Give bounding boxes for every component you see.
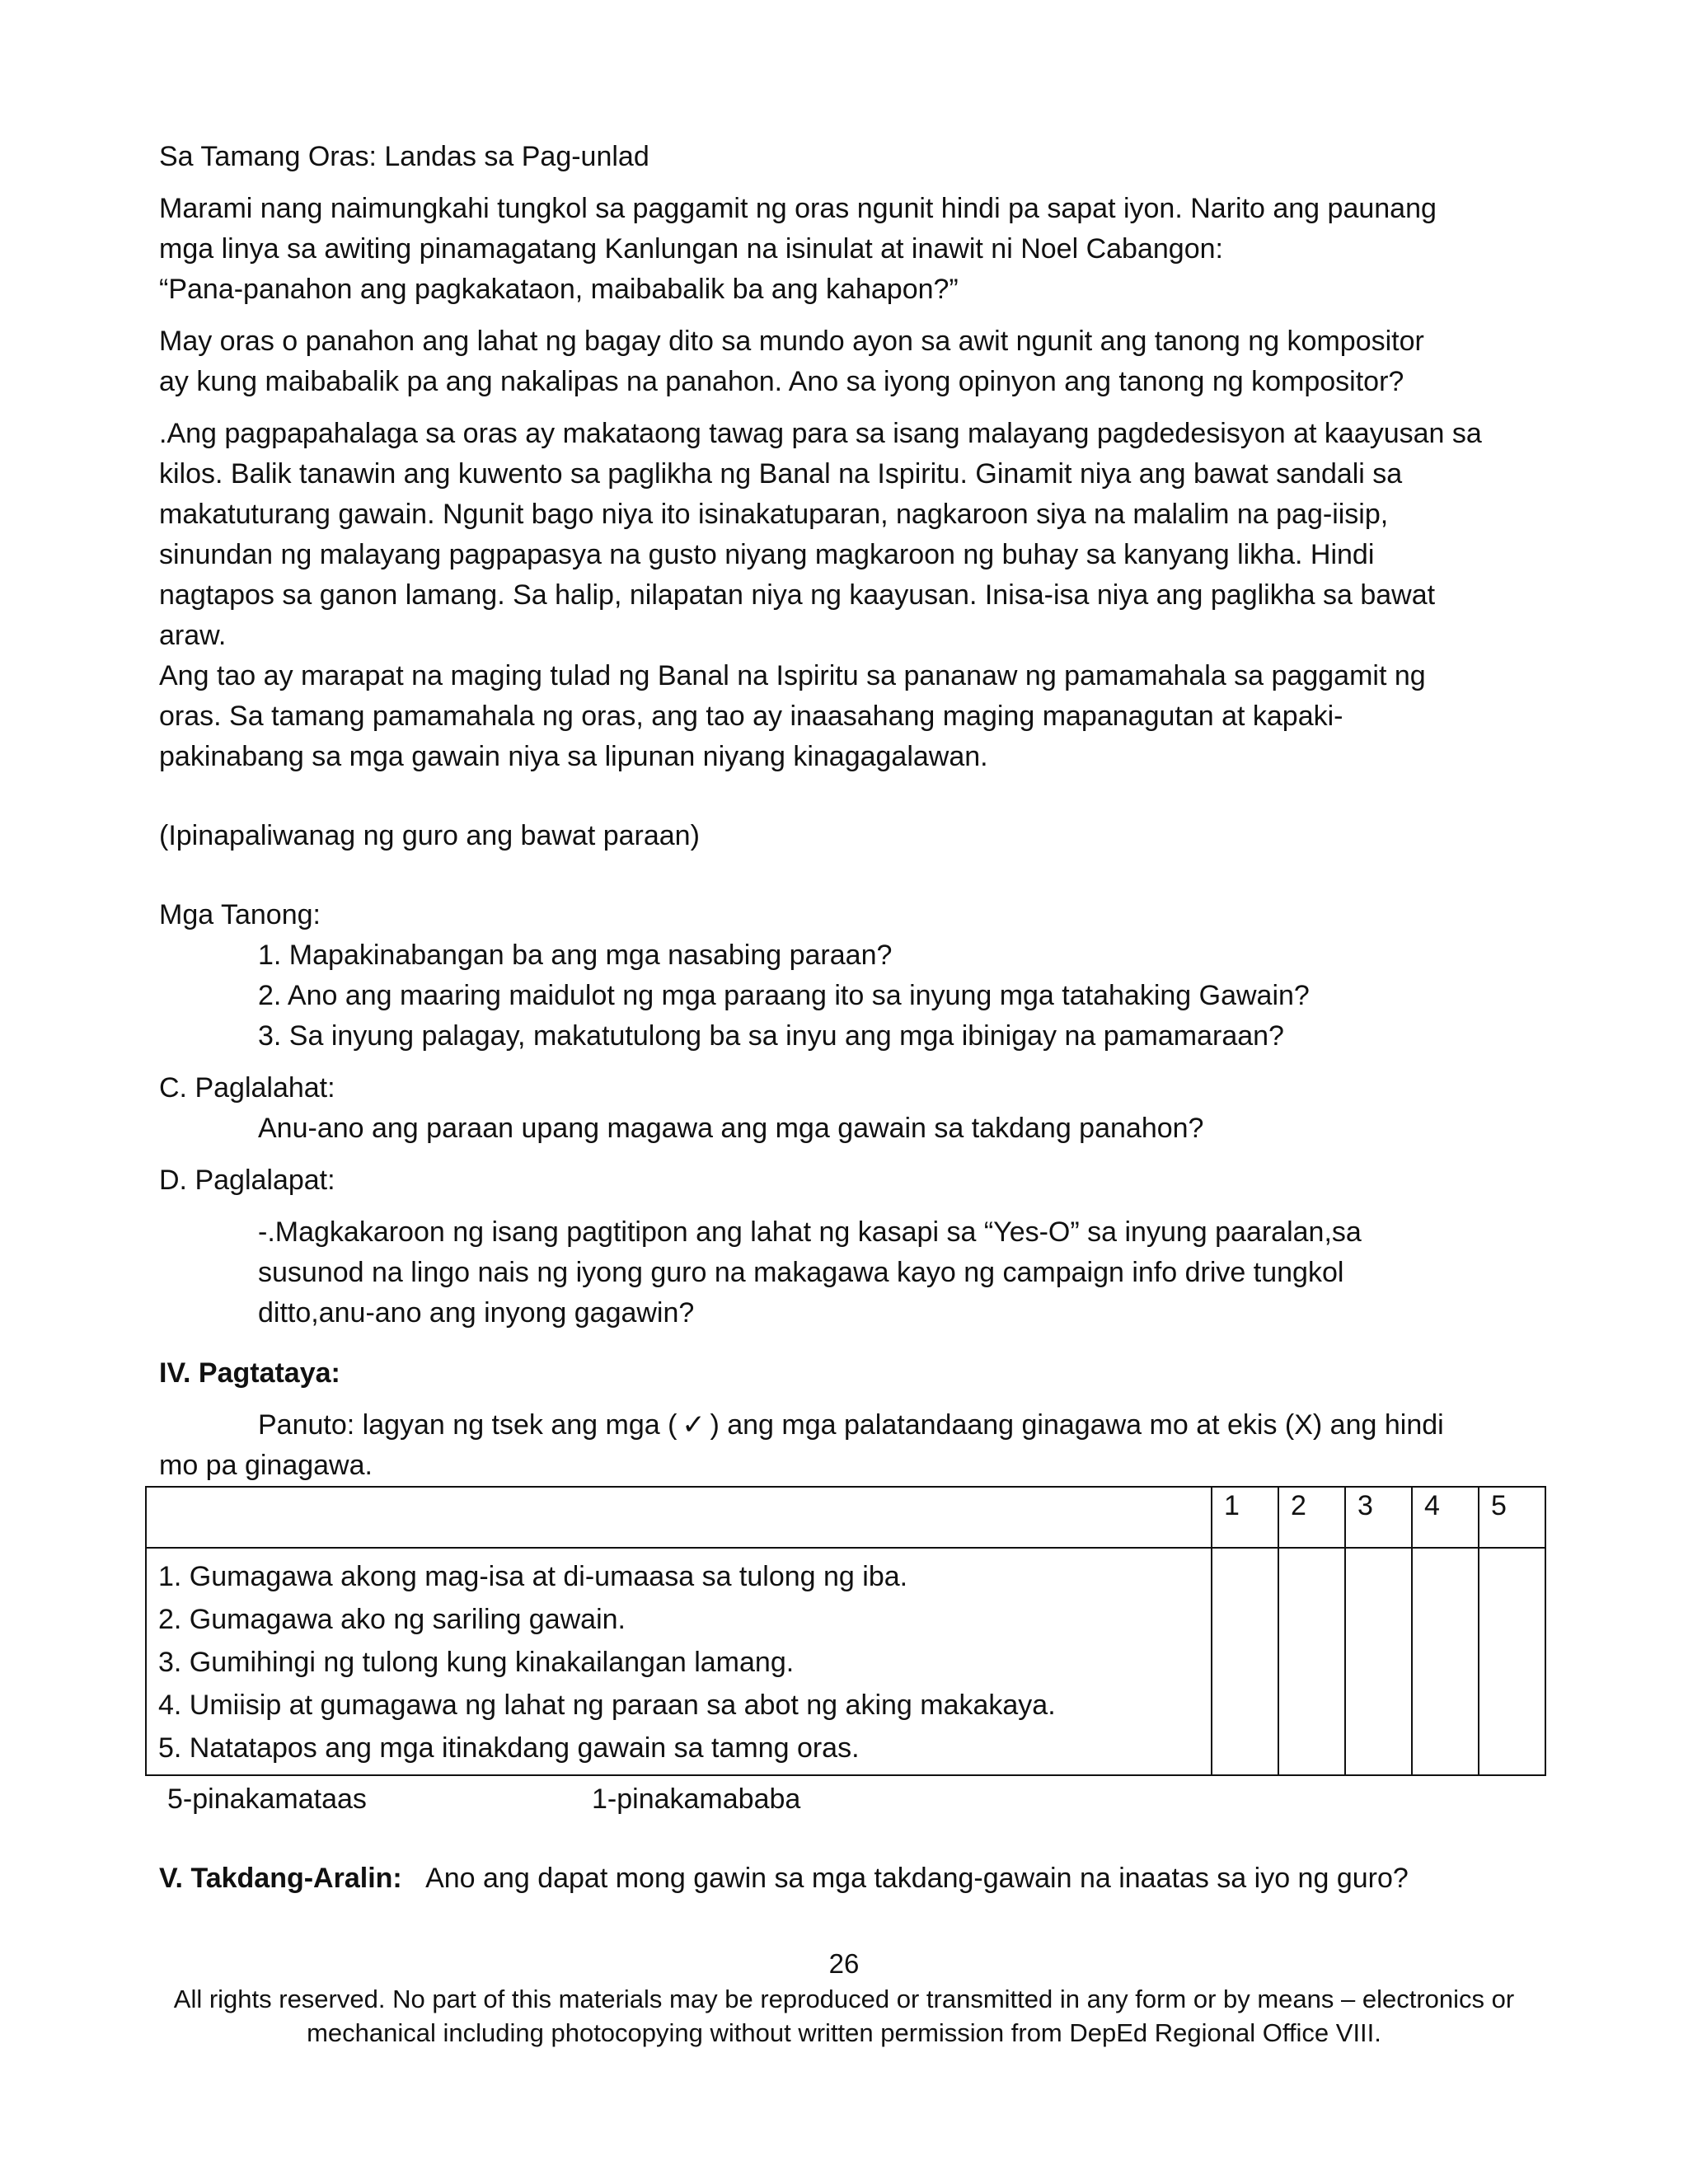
section-title: Sa Tamang Oras: Landas sa Pag-unlad xyxy=(159,141,649,172)
section-d-heading: D. Paglalapat: xyxy=(159,1165,335,1196)
section-c-heading: C. Paglalahat: xyxy=(159,1072,335,1104)
table-header-blank xyxy=(146,1487,1212,1548)
statement-item: 1. Gumagawa akong mag-isa at di-umaasa sa tulong ng iba. xyxy=(158,1561,908,1592)
text-line: Marami nang naimungkahi tungkol sa paggamit ng oras ngunit hindi pa sapat iyon. Narito ang paunang xyxy=(159,193,1437,224)
text-line: nagtapos sa ganon lamang. Sa halip, nilapatan niya ng kaayusan. Inisa-isa niya ang paglikha sa bawat xyxy=(159,579,1436,611)
text-line: kilos. Balik tanawin ang kuwento sa paglikha ng Banal na Ispiritu. Ginamit niya ang bawat sandali sa xyxy=(159,458,1403,490)
column-header-3: 3 xyxy=(1345,1487,1412,1548)
legend-high: 5-pinakamataas xyxy=(167,1783,367,1815)
instruction-line xyxy=(159,1405,1536,1446)
column-header-4: 4 xyxy=(1412,1487,1479,1548)
rating-cell-1[interactable] xyxy=(1212,1548,1278,1775)
rating-cell-2[interactable] xyxy=(1278,1548,1345,1775)
page-footer xyxy=(0,1947,1688,2050)
rating-legend xyxy=(159,1779,1536,1820)
question-item: 3. Sa inyung palagay, makatutulong ba sa inyu ang mga ibinigay na pamamaraan? xyxy=(258,1020,1284,1052)
section-v-text: Ano ang dapat mong gawin sa mga takdang-gawain na inaatas sa iyo ng guro? xyxy=(425,1863,1409,1894)
copyright-line: mechanical including photocopying without written permission from DepEd Regional Office VIII. xyxy=(307,2018,1381,2047)
page-number: 26 xyxy=(828,1948,860,1979)
rating-cell-3[interactable] xyxy=(1345,1548,1412,1775)
column-header-5: 5 xyxy=(1479,1487,1545,1548)
section-c-text: Anu-ano ang paraan upang magawa ang mga gawain sa takdang panahon? xyxy=(258,1113,1204,1144)
table-row xyxy=(146,1548,1545,1775)
section-d-text xyxy=(159,1212,1536,1333)
text-line: pakinabang sa mga gawain niya sa lipunan niyang kinagagalawan. xyxy=(159,741,988,772)
column-header-1: 1 xyxy=(1212,1487,1278,1548)
song-quote: “Pana-panahon ang pagkakataon, maibabalik ba ang kahapon?” xyxy=(159,274,959,305)
text-line: araw. xyxy=(159,620,227,651)
text-line: May oras o panahon ang lahat ng bagay dito sa mundo ayon sa awit ngunit ang tanong ng kompositor xyxy=(159,326,1424,357)
paragraph-3 xyxy=(159,414,1536,777)
statement-list-cell xyxy=(146,1548,1212,1775)
intro-paragraph xyxy=(159,189,1536,310)
instruction-line: mo pa ginagawa. xyxy=(159,1450,373,1481)
text-line: oras. Sa tamang pamamahala ng oras, ang tao ay inaasahang maging mapanagutan at kapaki- xyxy=(159,701,1343,732)
questions-heading: Mga Tanong: xyxy=(159,899,321,930)
teacher-note: (Ipinapaliwanag ng guro ang bawat paraan) xyxy=(159,820,700,851)
table-header-row xyxy=(146,1487,1545,1548)
questions-list xyxy=(159,935,1536,1057)
check-mark-icon: ✓ xyxy=(682,1409,706,1441)
text-line: -.Magkakaroon ng isang pagtitipon ang lahat ng kasapi sa “Yes-O” sa inyung paaralan,sa xyxy=(258,1216,1362,1248)
instruction-text: ) ang mga palatandaang ginagawa mo at ekis (X) ang hindi xyxy=(710,1409,1444,1441)
section-v xyxy=(159,1858,1536,1899)
section-iv-heading: IV. Pagtataya: xyxy=(159,1357,340,1389)
statement-item: 5. Natatapos ang mga itinakdang gawain sa tamng oras. xyxy=(158,1732,860,1764)
rating-cell-4[interactable] xyxy=(1412,1548,1479,1775)
instruction-text: Panuto: lagyan ng tsek ang mga ( xyxy=(258,1409,678,1441)
question-item: 1. Mapakinabangan ba ang mga nasabing paraan? xyxy=(258,940,893,971)
text-line: .Ang pagpapahalaga sa oras ay makataong tawag para sa isang malayang pagdedesisyon at kaayusan sa xyxy=(159,418,1482,449)
statement-item: 2. Gumagawa ako ng sariling gawain. xyxy=(158,1604,626,1635)
section-iv-instruction xyxy=(159,1405,1536,1486)
statement-item: 3. Gumihingi ng tulong kung kinakailangan lamang. xyxy=(158,1647,795,1678)
column-header-2: 2 xyxy=(1278,1487,1345,1548)
text-line: makatuturang gawain. Ngunit bago niya ito isinakatuparan, nagkaroon siya na malalim na pag-iisip, xyxy=(159,499,1389,530)
legend-low: 1-pinakamababa xyxy=(592,1783,801,1815)
document-body xyxy=(159,137,1536,1899)
text-line: sinundan ng malayang pagpapasya na gusto niyang magkaroon ng buhay sa kanyang likha. Hindi xyxy=(159,539,1375,570)
text-line: susunod na lingo nais ng iyong guro na makagawa kayo ng campaign info drive tungkol xyxy=(258,1257,1344,1288)
section-v-heading: V. Takdang-Aralin: xyxy=(159,1863,402,1894)
question-item: 2. Ano ang maaring maidulot ng mga paraang ito sa inyung mga tatahaking Gawain? xyxy=(258,980,1310,1011)
copyright-line: All rights reserved. No part of this materials may be reproduced or transmitted in any form or by means – electronics or xyxy=(173,1985,1515,2013)
paragraph-2 xyxy=(159,321,1536,402)
text-line: Ang tao ay marapat na maging tulad ng Banal na Ispiritu sa pananaw ng pamamahala sa paggamit ng xyxy=(159,660,1426,691)
rating-cell-5[interactable] xyxy=(1479,1548,1545,1775)
rating-table xyxy=(145,1486,1546,1776)
text-line: mga linya sa awiting pinamagatang Kanlungan na isinulat at inawit ni Noel Cabangon: xyxy=(159,233,1223,265)
statement-item: 4. Umiisip at gumagawa ng lahat ng paraan sa abot ng aking makakaya. xyxy=(158,1690,1056,1721)
text-line: ay kung maibabalik pa ang nakalipas na panahon. Ano sa iyong opinyon ang tanong ng kompositor? xyxy=(159,366,1404,397)
text-line: ditto,anu-ano ang inyong gagawin? xyxy=(258,1297,695,1329)
